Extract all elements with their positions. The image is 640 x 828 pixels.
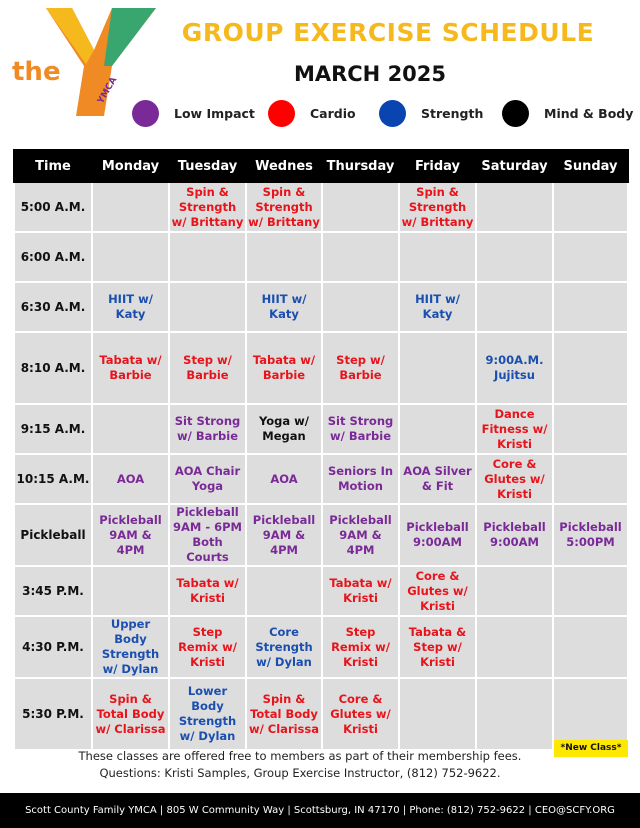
schedule-row	[14, 616, 628, 678]
empty-cell	[246, 566, 322, 616]
class-cell: Tabata w/ Kristi	[322, 566, 399, 616]
footnote-line-membership: These classes are offered free to members as part of their membership fees.	[78, 749, 522, 763]
page-title: GROUP EXERCISE SCHEDULE	[181, 18, 595, 47]
mind-body-dot-icon	[502, 100, 529, 127]
time-slot-label: 5:30 P.M.	[14, 678, 92, 750]
legend-item-mind-body	[502, 100, 633, 127]
time-slot-label: 9:15 A.M.	[14, 404, 92, 454]
column-header: Monday	[92, 150, 169, 182]
empty-cell	[553, 454, 628, 504]
class-cell: Yoga w/ Megan	[246, 404, 322, 454]
class-cell: Dance Fitness w/ Kristi	[476, 404, 553, 454]
empty-cell	[476, 182, 553, 232]
class-cell: Tabata w/ Kristi	[169, 566, 246, 616]
time-slot-label: 8:10 A.M.	[14, 332, 92, 404]
class-cell: Spin & Strength w/ Brittany	[399, 182, 476, 232]
column-header: Wednes	[246, 150, 322, 182]
empty-cell	[476, 232, 553, 282]
class-cell: Core Strength w/ Dylan	[246, 616, 322, 678]
legend-label: Strength	[421, 106, 484, 121]
column-header: Friday	[399, 150, 476, 182]
class-cell: Pickleball 9:00AM	[399, 504, 476, 566]
empty-cell	[476, 566, 553, 616]
class-cell: Spin & Total Body w/ Clarissa	[246, 678, 322, 750]
class-cell: Sit Strong w/ Barbie	[169, 404, 246, 454]
legend-label: Low Impact	[174, 106, 255, 121]
class-cell: HIIT w/ Katy	[246, 282, 322, 332]
class-cell: Pickleball 9AM - 6PM Both Courts	[169, 504, 246, 566]
schedule-row	[14, 404, 628, 454]
schedule-table	[13, 149, 629, 751]
class-cell: Tabata w/ Barbie	[246, 332, 322, 404]
class-cell: Pickleball 9AM & 4PM	[246, 504, 322, 566]
time-slot-label: 4:30 P.M.	[14, 616, 92, 678]
class-cell: AOA	[246, 454, 322, 504]
schedule-row	[14, 504, 628, 566]
footer-contact-bar: Scott County Family YMCA | 805 W Community Way | Scottsburg, IN 47170 | Phone: (812) 752-9622 | CEO@SCFY.ORG	[0, 793, 640, 828]
legend-item-strength	[379, 100, 483, 127]
logo-ymca-text: YMCA	[96, 75, 120, 106]
column-header: Sunday	[553, 150, 628, 182]
empty-cell	[92, 232, 169, 282]
legend-label: Cardio	[310, 106, 356, 121]
empty-cell	[92, 182, 169, 232]
empty-cell	[553, 182, 628, 232]
logo-the-text: the	[12, 57, 61, 87]
schedule-row	[14, 454, 628, 504]
time-slot-label: 6:00 A.M.	[14, 232, 92, 282]
low-impact-dot-icon	[132, 100, 159, 127]
empty-cell	[553, 232, 628, 282]
column-header: Time	[14, 150, 92, 182]
empty-cell	[553, 566, 628, 616]
class-cell: Step Remix w/ Kristi	[322, 616, 399, 678]
empty-cell	[169, 282, 246, 332]
schedule-row	[14, 678, 628, 750]
empty-cell	[92, 404, 169, 454]
new-class-badge: *New Class*	[554, 740, 628, 757]
schedule-row	[14, 232, 628, 282]
class-cell: Spin & Strength w/ Brittany	[246, 182, 322, 232]
empty-cell	[169, 232, 246, 282]
empty-cell	[553, 616, 628, 678]
schedule-row	[14, 566, 628, 616]
time-slot-label: 10:15 A.M.	[14, 454, 92, 504]
footnote	[40, 748, 560, 782]
class-cell: AOA Chair Yoga	[169, 454, 246, 504]
class-cell: HIIT w/ Katy	[92, 282, 169, 332]
empty-cell	[399, 232, 476, 282]
class-cell: Pickleball 9:00AM	[476, 504, 553, 566]
legend	[132, 100, 632, 132]
time-slot-label: Pickleball	[14, 504, 92, 566]
empty-cell	[322, 282, 399, 332]
empty-cell	[553, 404, 628, 454]
schedule-month: MARCH 2025	[293, 62, 447, 86]
column-header: Saturday	[476, 150, 553, 182]
empty-cell	[322, 182, 399, 232]
class-cell: Step Remix w/ Kristi	[169, 616, 246, 678]
class-cell: Core & Glutes w/ Kristi	[399, 566, 476, 616]
schedule-row	[14, 282, 628, 332]
empty-cell	[553, 282, 628, 332]
empty-cell	[399, 404, 476, 454]
legend-item-low-impact	[132, 100, 255, 127]
class-cell: Pickleball 5:00PM	[553, 504, 628, 566]
column-header: Tuesday	[169, 150, 246, 182]
class-cell: Tabata & Step w/ Kristi	[399, 616, 476, 678]
schedule-row	[14, 182, 628, 232]
time-slot-label: 5:00 A.M.	[14, 182, 92, 232]
class-cell: Pickleball 9AM & 4PM	[322, 504, 399, 566]
class-cell: Step w/ Barbie	[169, 332, 246, 404]
empty-cell	[476, 678, 553, 750]
class-cell: 9:00A.M. Jujitsu	[476, 332, 553, 404]
legend-item-cardio	[268, 100, 356, 127]
class-cell: Core & Glutes w/ Kristi	[476, 454, 553, 504]
empty-cell	[322, 232, 399, 282]
empty-cell	[92, 566, 169, 616]
class-cell: Core & Glutes w/ Kristi	[322, 678, 399, 750]
empty-cell	[246, 232, 322, 282]
legend-label: Mind & Body	[544, 106, 634, 121]
class-cell: Upper Body Strength w/ Dylan	[92, 616, 169, 678]
time-slot-label: 6:30 A.M.	[14, 282, 92, 332]
table-header-row	[14, 150, 628, 182]
class-cell: Pickleball 9AM & 4PM	[92, 504, 169, 566]
empty-cell	[399, 678, 476, 750]
class-cell: Step w/ Barbie	[322, 332, 399, 404]
class-cell: AOA	[92, 454, 169, 504]
class-cell: Seniors In Motion	[322, 454, 399, 504]
time-slot-label: 3:45 P.M.	[14, 566, 92, 616]
class-cell: Spin & Strength w/ Brittany	[169, 182, 246, 232]
empty-cell	[553, 332, 628, 404]
strength-dot-icon	[379, 100, 406, 127]
empty-cell	[399, 332, 476, 404]
column-header: Thursday	[322, 150, 399, 182]
schedule-row	[14, 332, 628, 404]
class-cell: Sit Strong w/ Barbie	[322, 404, 399, 454]
class-cell: Lower Body Strength w/ Dylan	[169, 678, 246, 750]
empty-cell	[476, 616, 553, 678]
footnote-line-contact: Questions: Kristi Samples, Group Exercise Instructor, (812) 752-9622.	[99, 766, 501, 780]
cardio-dot-icon	[268, 100, 295, 127]
class-cell: AOA Silver & Fit	[399, 454, 476, 504]
class-cell: Spin & Total Body w/ Clarissa	[92, 678, 169, 750]
class-cell: Tabata w/ Barbie	[92, 332, 169, 404]
class-cell: HIIT w/ Katy	[399, 282, 476, 332]
empty-cell	[476, 282, 553, 332]
